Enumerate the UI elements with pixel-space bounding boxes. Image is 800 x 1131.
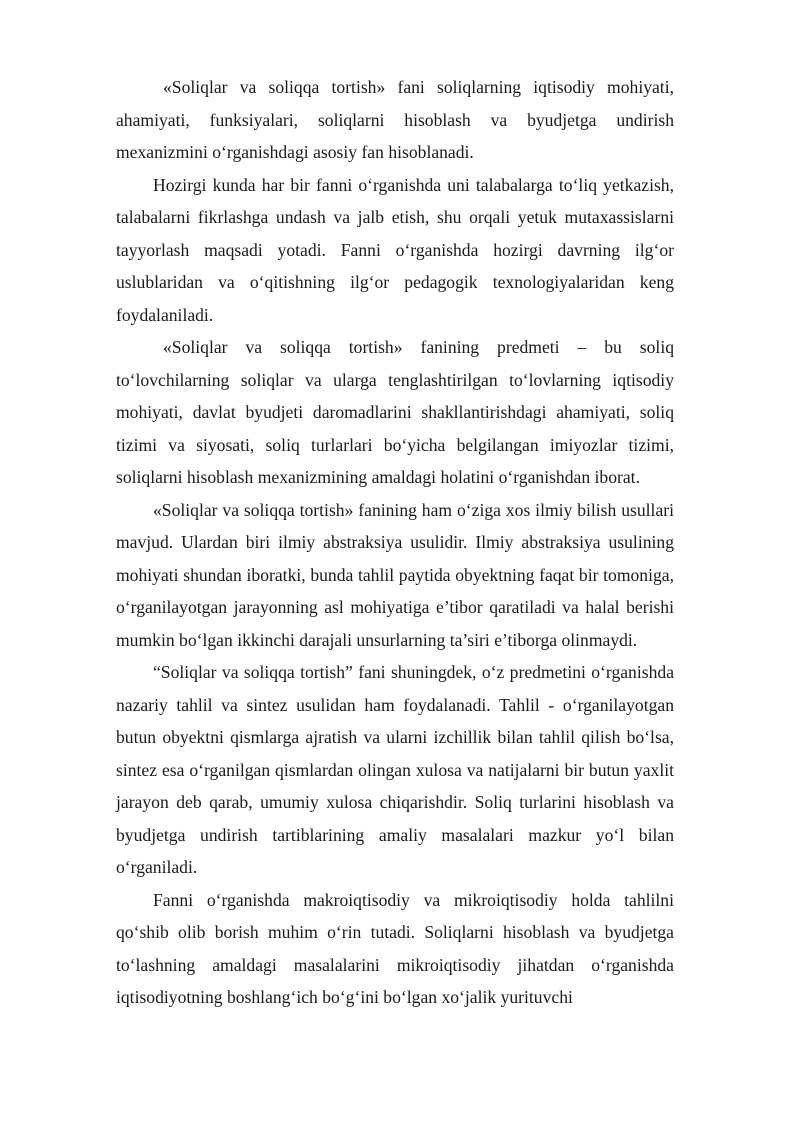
paragraph-4: «Soliqlar va soliqqa tortish» fanining ham o‘ziga xos ilmiy bilish usullari mavjud. Ulardan biri ilmiy abstraksiya usulidir. Ilmiy abstraksiya usulining mohiyati shundan iboratki, bunda tahlil paytida obyektning faqat bir tomoniga, o‘rganilayotgan jarayonning asl mohiyatiga e’tibor qaratiladi va halal berishi mumkin bo‘lgan ikkinchi darajali unsurlarning ta’siri e’tiborga olinmaydi. [116,499,674,650]
paragraph-1: «Soliqlar va soliqqa tortish» fani soliqlarning iqtisodiy mohiyati, ahamiyati, funksiyalari, soliqlarni hisoblash va byudjetga undirish mexanizmini o‘rganishdagi asosiy fan hisoblanadi. [116,77,674,162]
paragraph-5: “Soliqlar va soliqqa tortish” fani shuningdek, o‘z predmetini o‘rganishda nazariy tahlil va sintez usulidan ham foydalanadi. Tahlil - o‘rganilayotgan butun obyektni qismlarga ajratish va ularni izchillik bilan tahlil qilish bo‘lsa, sintez esa o‘rganilgan qismlardan olingan xulosa va natijalarni bir butun yaxlit jarayon deb qarab, umumiy xulosa chiqarishdir. Soliq turlarini hisoblash va byudjetga undirish tartiblarining amaliy masalalari mazkur yo‘l bilan o‘rganiladi. [116,662,674,877]
paragraph-6: Fanni o‘rganishda makroiqtisodiy va mikroiqtisodiy holda tahlilni qo‘shib olib borish muhim o‘rin tutadi. Soliqlarni hisoblash va byudjetga to‘lashning amaldagi masalalarini mikroiqtisodiy jihatdan o‘rganishda iqtisodiyotning boshlang‘ich bo‘g‘ini bo‘lgan xo‘jalik yurituvchi [116,889,674,1007]
document-page [116,71,674,1014]
paragraph-2: Hozirgi kunda har bir fanni o‘rganishda uni talabalarga to‘liq yetkazish, talabalarni fikrlashga undash va jalb etish, shu orqali yetuk mutaxassislarni tayyorlash maqsadi yotadi. Fanni o‘rganishda hozirgi davrning ilg‘or uslublaridan va o‘qitishning ilg‘or pedagogik texnologiyalaridan keng foydalaniladi. [116,174,674,325]
paragraph-3: «Soliqlar va soliqqa tortish» fanining predmeti – bu soliq to‘lovchilarning soliqlar va ularga tenglashtirilgan to‘lovlarning iqtisodiy mohiyati, davlat byudjeti daromadlarini shakllantirishdagi ahamiyati, soliq tizimi va siyosati, soliq turlarlari bo‘yicha belgilangan imiyozlar tizimi, soliqlarni hisoblash mexanizmining amaldagi holatini o‘rganishdan iborat. [116,337,674,487]
